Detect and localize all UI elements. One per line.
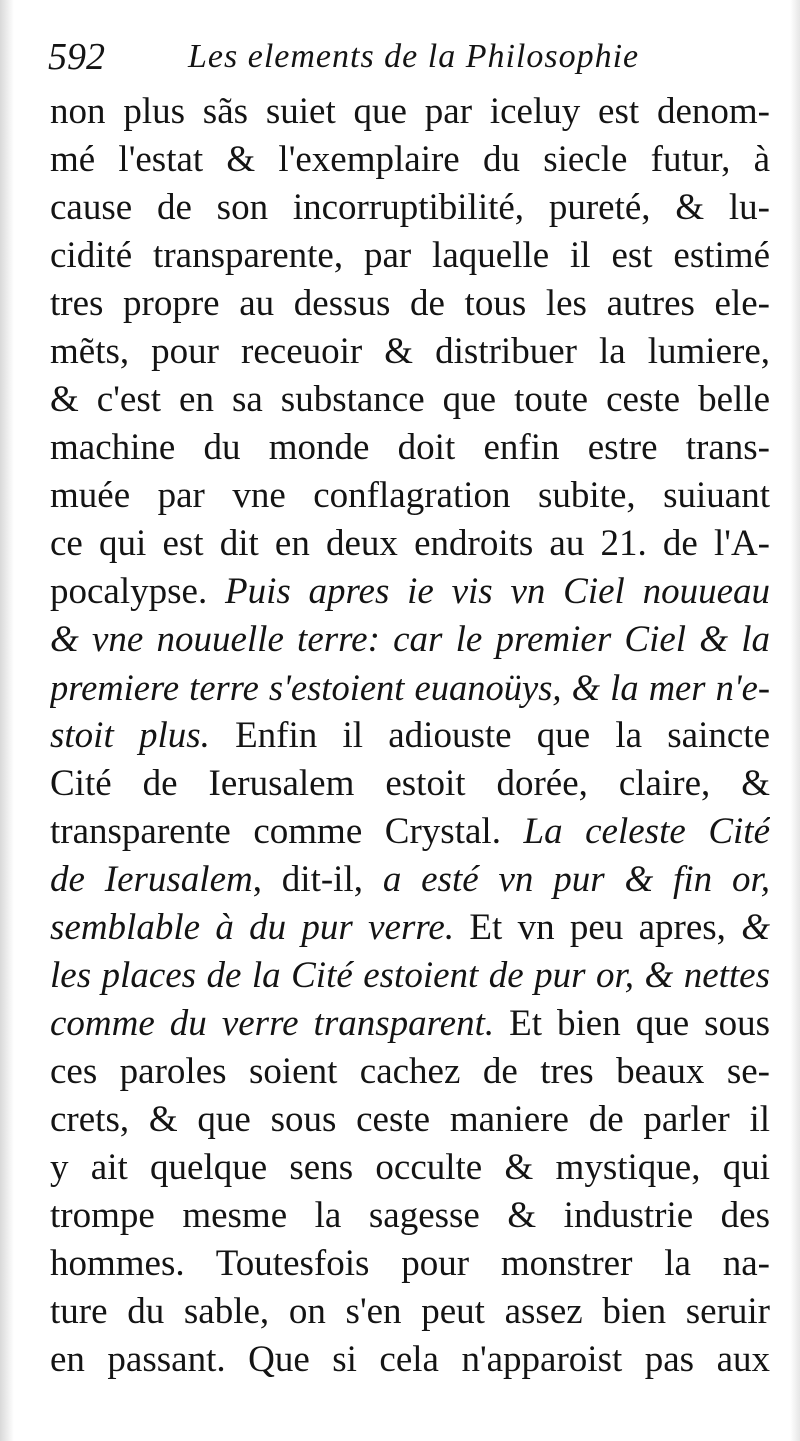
italic-segment: &: [741, 907, 770, 948]
page-header: [48, 32, 768, 82]
text-line: [50, 1144, 770, 1192]
text-line: [50, 232, 770, 280]
running-title: Les elements de la Philosophie: [188, 38, 640, 75]
text-segment: ture du sable, on s'en peut assez bien seruir: [50, 1291, 770, 1332]
scan-edge-left: [0, 0, 14, 1441]
text-line: [50, 136, 770, 184]
text-segment: Et vn peu apres,: [454, 907, 742, 948]
text-line: [50, 664, 770, 712]
text-segment: en passant. Que si cela n'apparoist pas aux: [50, 1339, 770, 1380]
text-line: [50, 184, 770, 232]
text-line: [50, 712, 770, 760]
text-segment: muée par vne conflagration subite, suiuant: [50, 475, 770, 516]
text-line: [50, 856, 770, 904]
text-segment: Enfin il adiouste que la saincte: [209, 715, 770, 756]
text-segment: hommes. Toutesfois pour monstrer la na-: [50, 1243, 770, 1284]
text-line: [50, 616, 770, 664]
text-segment: pocalypse.: [50, 571, 225, 612]
text-line: [50, 1240, 770, 1288]
text-segment: cidité transparente, par laquelle il est estimé: [50, 235, 770, 276]
text-segment: non plus sãs suiet que par iceluy est denom-: [50, 91, 770, 132]
text-segment: Et bien que sous: [494, 1003, 770, 1044]
text-line: [50, 568, 770, 616]
text-segment: mẽts, pour receuoir & distribuer la lumiere,: [50, 331, 770, 372]
text-segment: tres propre au dessus de tous les autres ele-: [50, 283, 770, 324]
italic-segment: comme du verre transparent.: [50, 1003, 495, 1044]
text-segment: machine du monde doit enfin estre trans-: [50, 427, 770, 468]
text-line: [50, 376, 770, 424]
scan-edge-right: [790, 0, 800, 1441]
italic-segment: semblable à du pur verre.: [50, 907, 455, 948]
text-segment: & c'est en sa substance que toute ceste belle: [50, 379, 770, 420]
body-text: [50, 88, 770, 1384]
text-segment: transparente comme Crystal.: [50, 811, 524, 852]
text-line: [50, 1096, 770, 1144]
text-segment: ce qui est dit en deux endroits au 21. de l'A-: [50, 523, 770, 564]
text-line: [50, 424, 770, 472]
text-line: [50, 88, 770, 136]
italic-segment: a esté vn pur & fin or,: [382, 859, 770, 900]
text-segment: y ait quelque sens occulte & mystique, qui: [50, 1147, 770, 1188]
italic-segment: les places de la Cité estoient de pur or, & nettes: [50, 955, 770, 996]
text-line: [50, 472, 770, 520]
text-segment: mé l'estat & l'exemplaire du siecle futur, à: [50, 139, 770, 180]
text-segment: ces paroles soient cachez de tres beaux se-: [50, 1051, 770, 1092]
italic-segment: & vne nouuelle terre: car le premier Ciel & la: [50, 619, 770, 660]
text-line: [50, 1336, 770, 1384]
italic-segment: La celeste Cité: [523, 811, 770, 852]
italic-segment: stoit plus.: [50, 715, 210, 756]
text-line: [50, 1048, 770, 1096]
text-line: [50, 280, 770, 328]
italic-segment: premiere terre s'estoient euanoüys, & la mer n'e-: [50, 667, 770, 708]
text-line: [50, 808, 770, 856]
text-segment: cause de son incorruptibilité, pureté, & lu-: [50, 187, 770, 228]
italic-segment: Puis apres ie vis vn Ciel nouueau: [224, 571, 770, 612]
page-number: 592: [48, 36, 105, 78]
text-line: [50, 760, 770, 808]
italic-segment: de Ierusalem: [50, 859, 253, 900]
text-segment: Cité de Ierusalem estoit dorée, claire, &: [50, 763, 770, 804]
text-segment: , dit-il,: [252, 859, 383, 900]
text-line: [50, 952, 770, 1000]
text-line: [50, 1192, 770, 1240]
text-line: [50, 520, 770, 568]
text-segment: trompe mesme la sagesse & industrie des: [50, 1195, 770, 1236]
text-line: [50, 904, 770, 952]
text-line: [50, 1288, 770, 1336]
text-line: [50, 1000, 770, 1048]
text-segment: crets, & que sous ceste maniere de parler il: [50, 1099, 770, 1140]
text-line: [50, 328, 770, 376]
